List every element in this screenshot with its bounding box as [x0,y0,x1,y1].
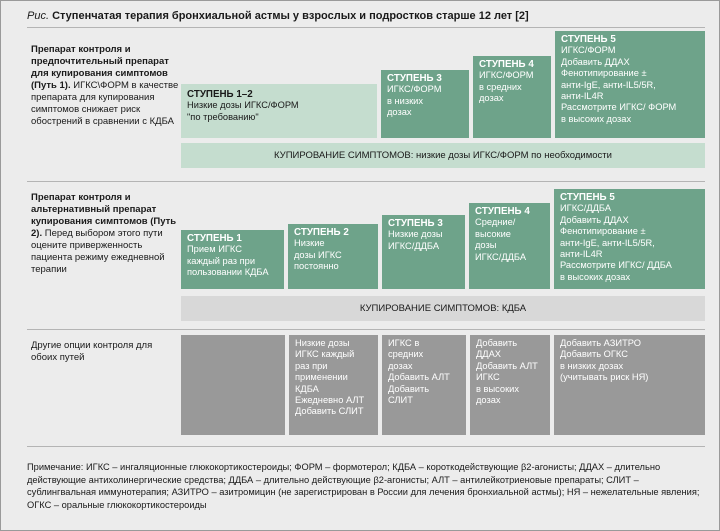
path1-step-3 [381,70,469,138]
step-title: СТУПЕНЬ 1 [187,233,242,244]
path2-step-2 [288,224,378,289]
path2-reliever-text: КУПИРОВАНИЕ СИМПТОМОВ: КДБА [359,303,527,314]
option-step-4: Добавить ДДАХ Добавить АЛТ ИГКС в высоких дозах [470,335,550,435]
path1-heading: Препарат контроля и предпочтительный препарат для купирования симптомов [31,44,169,79]
step-text: ИГКС/ДДБА Добавить ДДАХ Фенотипирование ± анти-IgE, анти-IL5/5R, анти-IL4R Рассмотрите ИГКС/ ДДБА в высоких дозах [560,203,672,282]
step-title: СТУПЕНЬ 4 [475,206,530,217]
path2-description: Перед выбором этого пути оцените приверженность пациента режиму ежедневной терапии [31,228,165,275]
step-text: Низкие дозы ИГКС/ФОРМ "по требованию" [187,100,299,122]
figure-title-text: Ступенчатая терапия бронхиальной астмы у взрослых и подростков старше 12 лет [2] [52,10,529,22]
step-title: СТУПЕНЬ 4 [479,59,534,70]
path1-description: ИГКС\ФОРМ в качестве препарата для купирования симптомов снижает риск обострений в сравнении с КДБА [31,80,179,127]
path2-subheading: (Путь 2). [31,216,177,239]
step-title: СТУПЕНЬ 2 [294,227,349,238]
figure-title [27,9,707,23]
path-divider [27,181,705,182]
path2-step-3 [382,215,465,289]
path2-step-5 [554,189,705,289]
path2-step-4 [469,203,550,289]
path2-step-1 [181,230,284,289]
option-step-3: ИГКС в средних дозах Добавить АЛТ Добавить СЛИТ [382,335,466,435]
note-divider [27,446,705,447]
footnote: Примечание: ИГКС – ингаляционные глюкокортикостероиды; ФОРМ – формотерол; КДБА – короткодействующие β2-агонисты; ДДАХ – длительно действующие антихолинергические средства; ДДБА – длительно действующие β2-агонисты; АЛТ – антилейкотриеновые препараты; СЛИТ – сублингвальная иммунотерапия; АЗИТРО – азитромицин (не зарегистрирован в России для лечения бронхиальной астмы); НЯ – нежелательные явления; ОГКС – оральные глюкокортикостероиды [27,462,700,510]
step-text: ИГКС/ФОРМ в низких дозах [387,84,442,118]
step-text: Низкие дозы ИГКС постоянно [294,238,342,272]
path1-step-1-2 [181,84,377,138]
step-title: СТУПЕНЬ 1–2 [187,89,253,100]
step-title: СТУПЕНЬ 3 [387,73,442,84]
step-text: Низкие дозы ИГКС/ДДБА [388,229,443,251]
path2-heading: Препарат контроля и альтернативный препарат купирования симптомов [31,192,157,227]
path1-step-5 [555,31,705,138]
option-step-5: Добавить АЗИТРО Добавить ОГКС в низких дозах (учитывать риск НЯ) [554,335,705,435]
path1-reliever-band [181,143,705,168]
figure-label: Рис. [27,10,50,22]
path2-label [31,192,179,276]
step-text: Прием ИГКС каждый раз при пользовании КДБА [187,244,269,278]
path1-label [31,44,179,128]
path1-step-4 [473,56,551,138]
title-divider [27,27,705,28]
step-text: Средние/ высокие дозы ИГКС/ДДБА [475,217,527,262]
step-text: ИГКС/ФОРМ в средних дозах [479,70,534,104]
path2-reliever-band [181,296,705,321]
step-title: СТУПЕНЬ 5 [561,34,616,45]
path1-reliever-text: КУПИРОВАНИЕ СИМПТОМОВ: низкие дозы ИГКС/ФОРМ по необходимости [274,150,612,161]
option-step-1 [181,335,285,435]
options-divider [27,329,705,330]
step-title: СТУПЕНЬ 3 [388,218,443,229]
option-step-2: Низкие дозы ИГКС каждый раз при применении КДБА Ежедневно АЛТ Добавить СЛИТ [289,335,378,435]
other-options-label: Другие опции контроля для обоих путей [31,340,153,363]
path1-subheading: (Путь 1). [31,80,71,91]
step-title: СТУПЕНЬ 5 [560,192,615,203]
step-text: ИГКС/ФОРМ Добавить ДДАХ Фенотипирование ± анти-IgE, анти-IL5/5R, анти-IL4R Рассмотрите ИГКС/ ФОРМ в высоких дозах [561,45,677,124]
